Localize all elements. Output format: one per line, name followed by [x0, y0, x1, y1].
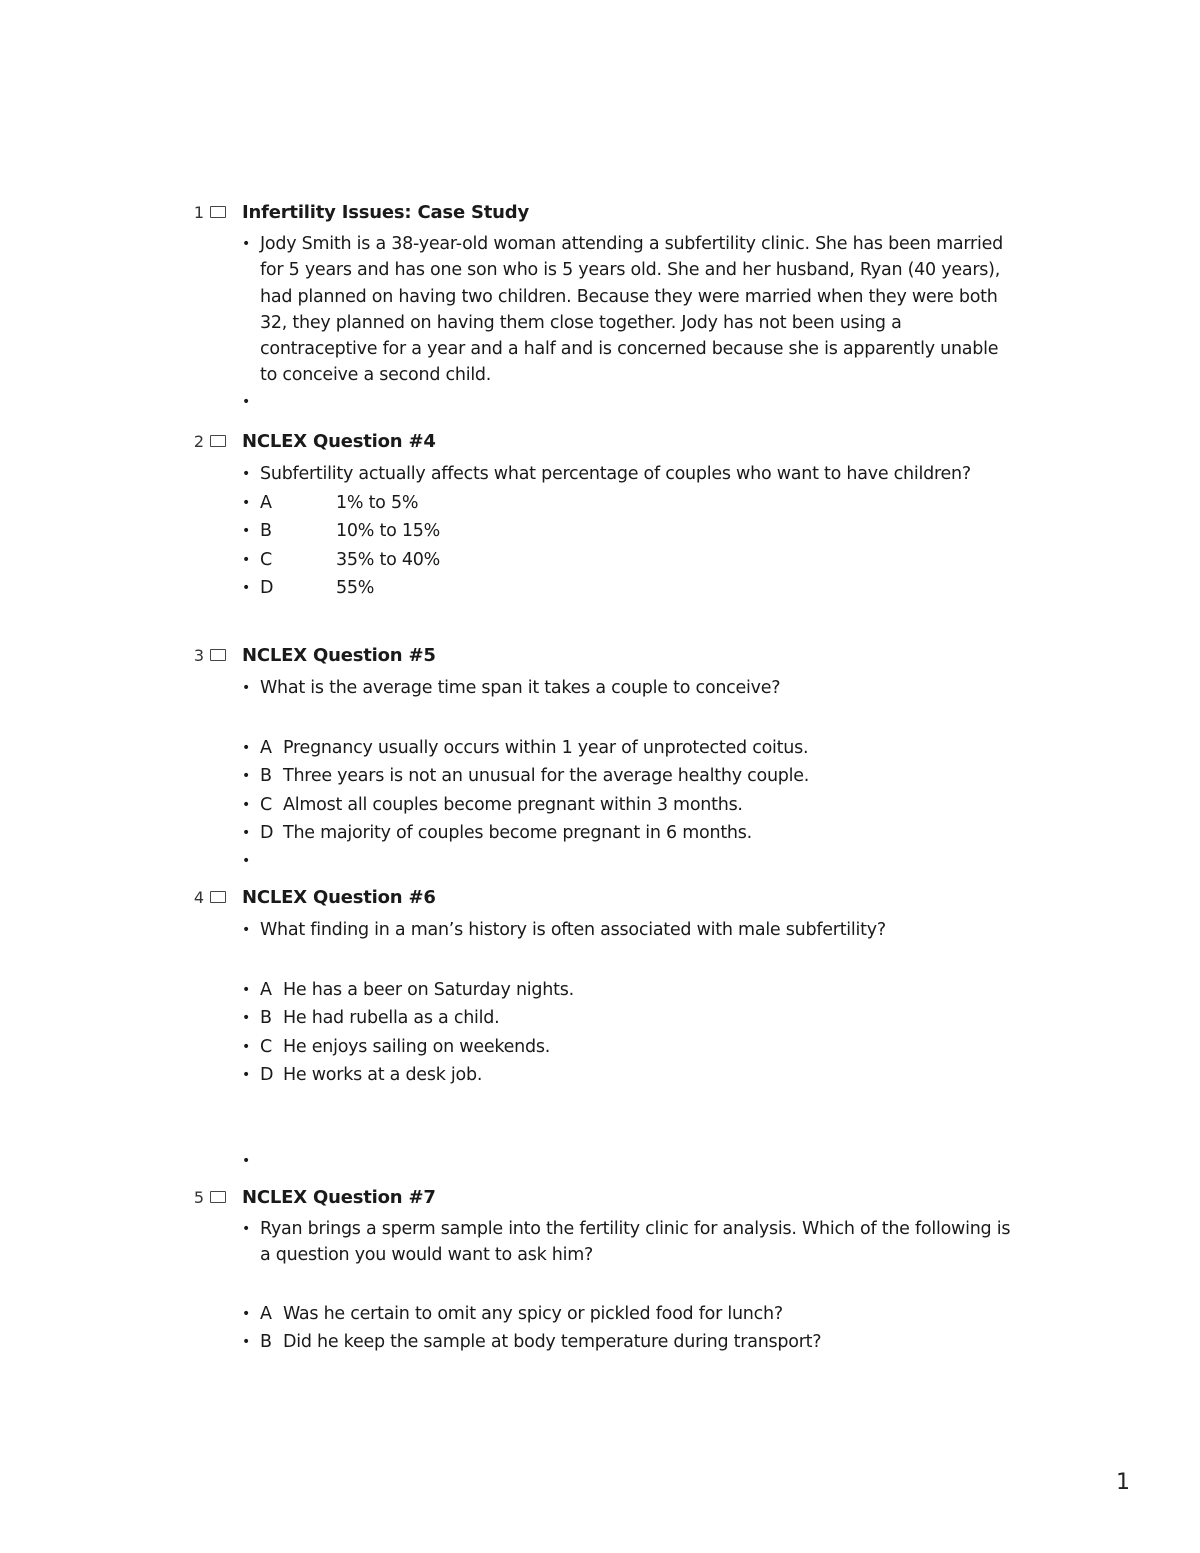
option-text: 35% to 40% [336, 549, 440, 570]
slide-notes [242, 460, 1012, 603]
answer-option [242, 1004, 1012, 1033]
option-letter: A [260, 492, 272, 513]
answer-option [242, 489, 1012, 518]
question-text: • What is the average time span it takes a couple to conceive? [242, 674, 1012, 703]
slide-title: NCLEX Question #6 [242, 887, 436, 908]
option-text: 1% to 5% [336, 492, 419, 513]
slide-notes [242, 916, 1012, 1174]
question-text: • Subfertility actually affects what percentage of couples who want to have children? [242, 460, 1012, 489]
option-text: 10% to 15% [336, 521, 440, 541]
slide-1 [188, 200, 1028, 415]
slide-number: 2 [193, 432, 204, 451]
slide-notes [242, 674, 1012, 874]
slide-3 [188, 643, 1028, 874]
slide-number: 4 [193, 888, 204, 907]
answer-option [242, 819, 1012, 848]
option-text: He had rubella as a child. [283, 1008, 500, 1028]
slide-notes [242, 1216, 1012, 1357]
slide-title: NCLEX Question #7 [242, 1187, 436, 1208]
slide-notes [242, 231, 1012, 415]
option-letter: C [260, 1036, 272, 1057]
option-text: 55% [336, 578, 375, 598]
answer-option [242, 1328, 1012, 1357]
option-letter: B [260, 766, 272, 786]
slide-5 [188, 1185, 1028, 1357]
empty-bullet [242, 389, 1012, 415]
option-letter: B [260, 1008, 272, 1028]
slide-4 [188, 885, 1028, 1174]
option-text: Three years is not an unusual for the average healthy couple. [283, 766, 810, 786]
answer-option [242, 762, 1012, 791]
option-text: Did he keep the sample at body temperature during transport? [283, 1332, 822, 1353]
option-text: Almost all couples become pregnant within 3 months. [283, 794, 743, 815]
option-letter: D [260, 578, 274, 598]
option-letter: D [260, 823, 274, 843]
slide-thumbnail-icon [210, 891, 226, 903]
slide-number: 3 [193, 646, 204, 665]
answer-option [242, 546, 1012, 575]
slide-header [188, 885, 1028, 911]
slide-thumbnail-icon [210, 206, 226, 218]
case-description: • Jody Smith is a 38-year-old woman attending a subfertility clinic. She has been married for 5 years and has one son who is 5 years old. She and her husband, Ryan (40 years), had planned on having two children. Because they were married when they were both 32, they planned on having them close together. Jody has not been using a contraceptive for a year and a half and is concerned because she is apparently unable to conceive a second child. [242, 231, 1012, 389]
question-text: • Ryan brings a sperm sample into the fertility clinic for analysis. Which of the following is a question you would want to ask him? [242, 1216, 1012, 1269]
answer-option [242, 574, 1012, 603]
option-letter: C [260, 549, 272, 570]
slide-header [188, 643, 1028, 669]
option-text: Pregnancy usually occurs within 1 year of unprotected coitus. [283, 737, 809, 758]
slide-thumbnail-icon [210, 435, 226, 447]
option-letter: A [260, 979, 272, 1000]
page-number: 1 [1116, 1470, 1130, 1495]
slide-2 [188, 429, 1028, 603]
option-text: He works at a desk job. [283, 1065, 483, 1085]
answer-option [242, 1033, 1012, 1062]
slide-header [188, 200, 1028, 226]
option-text: He has a beer on Saturday nights. [283, 979, 574, 1000]
slide-header [188, 429, 1028, 455]
slide-thumbnail-icon [210, 1191, 226, 1203]
answer-option [242, 1300, 1012, 1329]
option-letter: D [260, 1065, 274, 1085]
answer-option [242, 976, 1012, 1005]
option-text: Was he certain to omit any spicy or pickled food for lunch? [283, 1303, 783, 1324]
empty-bullet [242, 1148, 1012, 1174]
option-text: The majority of couples become pregnant in 6 months. [283, 823, 752, 843]
slide-title: NCLEX Question #5 [242, 645, 436, 666]
slide-number: 5 [193, 1188, 204, 1207]
empty-bullet [242, 848, 1012, 874]
slide-title: Infertility Issues: Case Study [242, 202, 530, 223]
option-letter: C [260, 794, 272, 815]
slide-thumbnail-icon [210, 649, 226, 661]
answer-option [242, 1061, 1012, 1090]
option-letter: B [260, 1332, 272, 1353]
slide-header [188, 1185, 1028, 1211]
question-text: • What finding in a man’s history is often associated with male subfertility? [242, 916, 1012, 945]
answer-option [242, 517, 1012, 546]
slide-title: NCLEX Question #4 [242, 431, 436, 452]
answer-option [242, 791, 1012, 820]
option-letter: A [260, 1303, 272, 1324]
option-text: He enjoys sailing on weekends. [283, 1036, 551, 1057]
slide-number: 1 [193, 203, 204, 222]
option-letter: B [260, 521, 272, 541]
answer-option [242, 734, 1012, 763]
option-letter: A [260, 737, 272, 758]
